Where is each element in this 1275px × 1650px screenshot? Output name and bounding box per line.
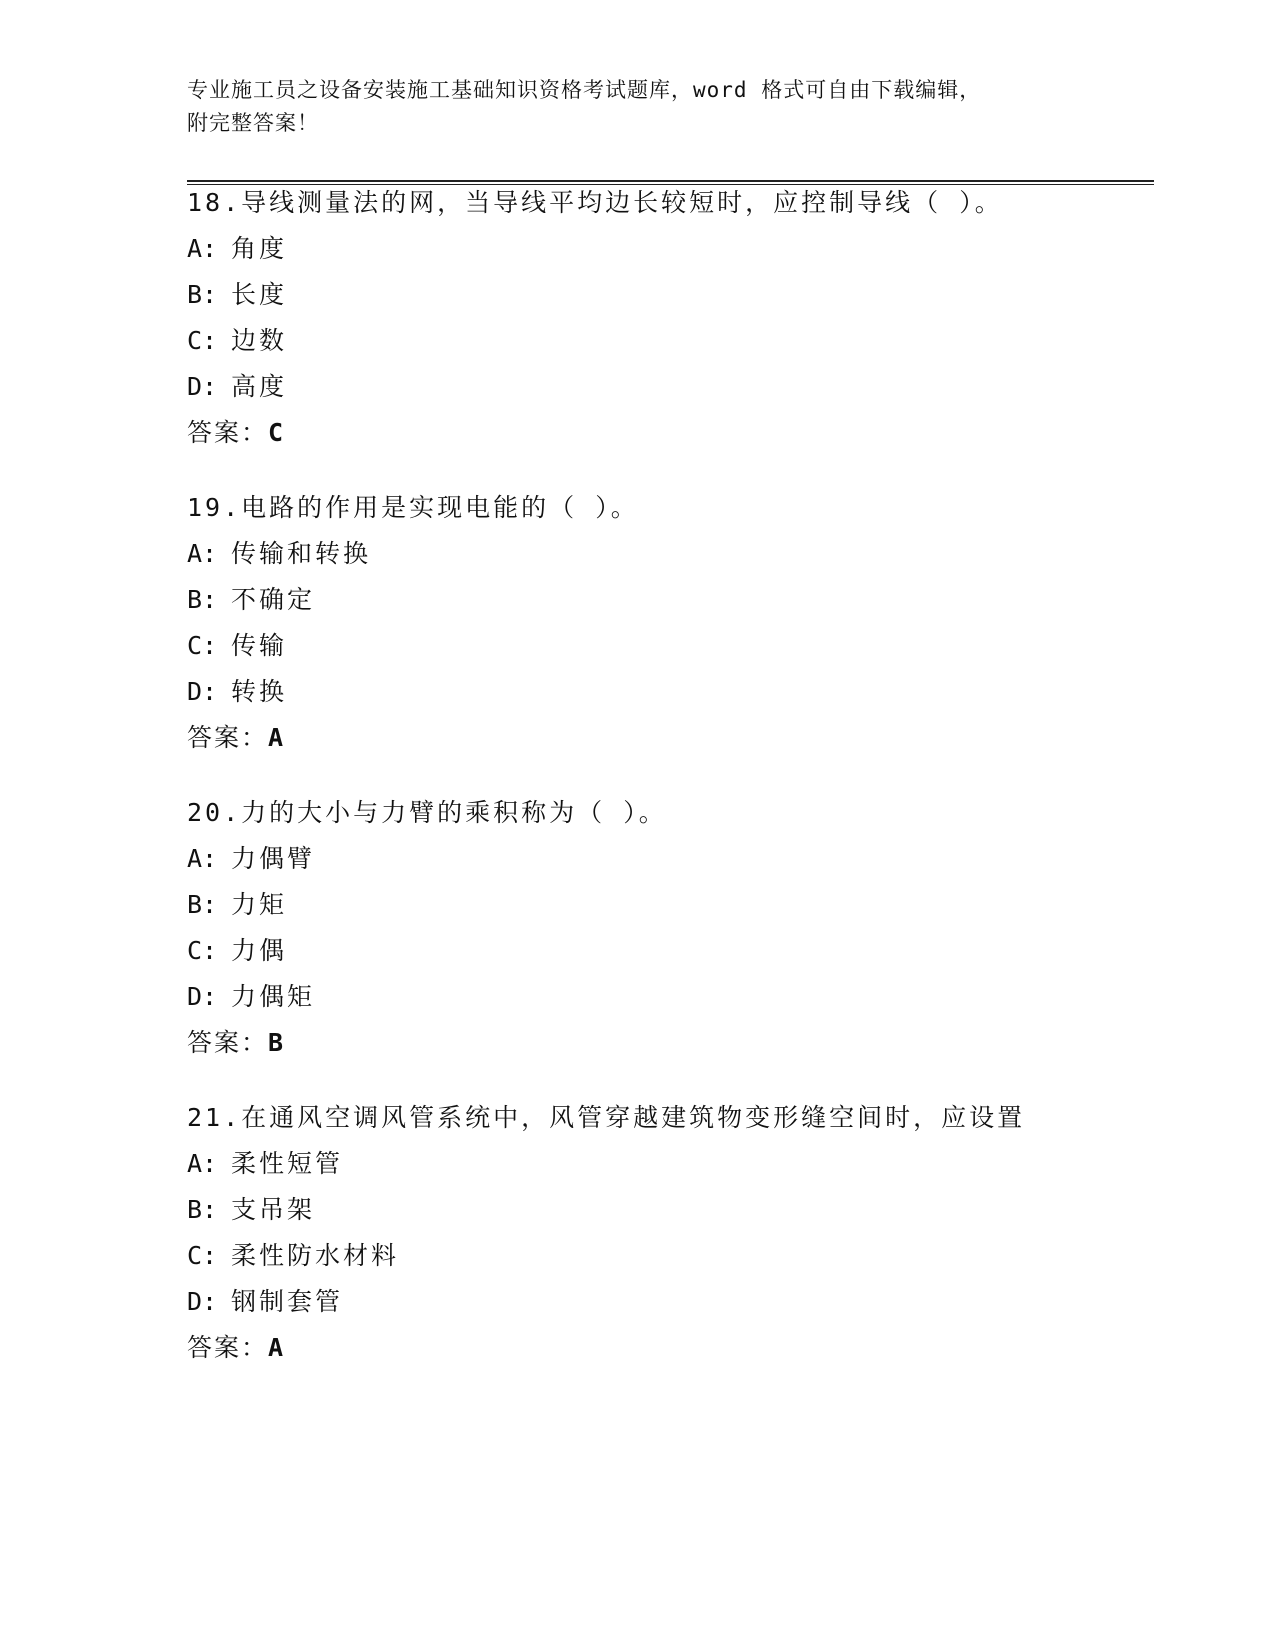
- option-letter: B:: [187, 890, 218, 919]
- option-text: 力矩: [231, 890, 288, 919]
- option-letter: A:: [187, 844, 218, 873]
- answer-label: 答案：: [187, 723, 269, 752]
- question-20: [187, 790, 1187, 1066]
- answer-value: A: [268, 723, 286, 752]
- document-header: [187, 74, 1087, 140]
- option-letter: C:: [187, 631, 218, 660]
- answer-value: B: [268, 1028, 286, 1057]
- answer-value: C: [268, 418, 286, 447]
- option-d: [187, 364, 1187, 410]
- option-text: 力偶臂: [231, 844, 316, 873]
- option-c: [187, 1233, 1187, 1279]
- question-stem: 19.电路的作用是实现电能的（ ）。: [187, 493, 639, 522]
- option-text: 高度: [231, 372, 288, 401]
- answer-label: 答案：: [187, 418, 269, 447]
- header-line-1: 专业施工员之设备安装施工基础知识资格考试题库，word 格式可自由下载编辑，: [187, 78, 982, 102]
- option-letter: B:: [187, 1195, 218, 1224]
- option-a: [187, 531, 1187, 577]
- question-19: [187, 485, 1187, 761]
- option-letter: A:: [187, 234, 218, 263]
- question-stem: 20.力的大小与力臂的乘积称为（ ）。: [187, 798, 667, 827]
- option-letter: B:: [187, 280, 218, 309]
- option-b: [187, 1187, 1187, 1233]
- option-text: 边数: [231, 326, 288, 355]
- option-letter: D:: [187, 372, 218, 401]
- option-d: [187, 669, 1187, 715]
- option-b: [187, 272, 1187, 318]
- answer-line: [187, 1325, 1187, 1371]
- option-letter: B:: [187, 585, 218, 614]
- option-a: [187, 1141, 1187, 1187]
- option-letter: D:: [187, 982, 218, 1011]
- option-c: [187, 928, 1187, 974]
- option-text: 柔性防水材料: [231, 1241, 400, 1270]
- answer-label: 答案：: [187, 1333, 269, 1362]
- option-letter: A:: [187, 1149, 218, 1178]
- option-text: 传输和转换: [231, 539, 372, 568]
- option-text: 长度: [231, 280, 288, 309]
- option-text: 不确定: [231, 585, 316, 614]
- option-text: 钢制套管: [231, 1287, 344, 1316]
- option-text: 角度: [231, 234, 288, 263]
- answer-label: 答案：: [187, 1028, 269, 1057]
- option-d: [187, 1279, 1187, 1325]
- option-text: 转换: [231, 677, 288, 706]
- option-c: [187, 623, 1187, 669]
- option-letter: C:: [187, 936, 218, 965]
- option-text: 柔性短管: [231, 1149, 344, 1178]
- option-text: 力偶: [231, 936, 288, 965]
- option-letter: A:: [187, 539, 218, 568]
- question-21: [187, 1095, 1187, 1371]
- option-letter: C:: [187, 1241, 218, 1270]
- answer-value: A: [268, 1333, 286, 1362]
- option-a: [187, 226, 1187, 272]
- question-stem: 18.导线测量法的网，当导线平均边长较短时，应控制导线（ ）。: [187, 188, 1003, 217]
- option-text: 传输: [231, 631, 288, 660]
- option-letter: D:: [187, 677, 218, 706]
- option-d: [187, 974, 1187, 1020]
- option-b: [187, 577, 1187, 623]
- option-text: 支吊架: [231, 1195, 316, 1224]
- question-18: [187, 180, 1187, 456]
- option-letter: C:: [187, 326, 218, 355]
- option-letter: D:: [187, 1287, 218, 1316]
- option-c: [187, 318, 1187, 364]
- answer-line: [187, 410, 1187, 456]
- option-b: [187, 882, 1187, 928]
- option-a: [187, 836, 1187, 882]
- question-stem: 21.在通风空调风管系统中，风管穿越建筑物变形缝空间时，应设置: [187, 1103, 1026, 1132]
- answer-line: [187, 1020, 1187, 1066]
- answer-line: [187, 715, 1187, 761]
- option-text: 力偶矩: [231, 982, 316, 1011]
- header-line-2: 附完整答案！: [187, 111, 319, 135]
